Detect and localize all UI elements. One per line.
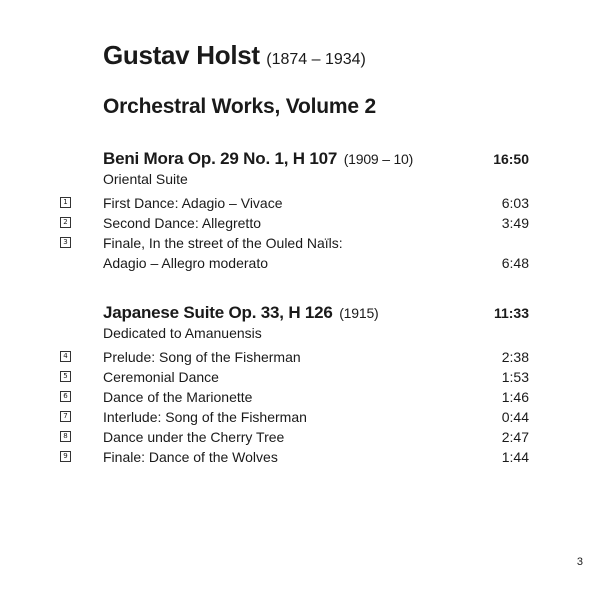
track-title: Ceremonial Dance: [103, 369, 219, 385]
composer-dates: (1874 – 1934): [266, 51, 366, 68]
track-title-continued: Adagio – Allegro moderato: [103, 255, 268, 271]
track-row: [0, 409, 600, 429]
track-number-box: 3: [60, 237, 71, 248]
track-row: [0, 235, 600, 275]
track-title: First Dance: Adagio – Vivace: [103, 195, 283, 211]
track-title: Finale: Dance of the Wolves: [103, 449, 278, 465]
track-number-box: 2: [60, 217, 71, 228]
page-number: 3: [576, 556, 583, 568]
work-duration: 11:33: [493, 305, 529, 321]
composer-name: Gustav Holst: [103, 40, 260, 70]
track-time: 0:44: [501, 409, 529, 425]
track-number-box: 7: [60, 411, 71, 422]
track-number-box: 5: [60, 371, 71, 382]
track-row: [0, 369, 600, 389]
track-row: [0, 429, 600, 449]
track-time: 1:44: [501, 449, 529, 465]
track-title: Dance of the Marionette: [103, 389, 253, 405]
track-number-box: 1: [60, 197, 71, 208]
track-time: 2:47: [501, 429, 529, 445]
track-row: [0, 349, 600, 369]
work-years: (1909 – 10): [343, 151, 414, 167]
track-row: [0, 449, 600, 469]
track-number-box: 6: [60, 391, 71, 402]
track-number-box: 9: [60, 451, 71, 462]
track-time: 3:49: [501, 215, 529, 231]
track-title: Interlude: Song of the Fisherman: [103, 409, 307, 425]
track-row: [0, 195, 600, 215]
album-title: Orchestral Works, Volume 2: [103, 95, 376, 118]
work-duration: 16:50: [493, 151, 529, 167]
work-title-text: Japanese Suite Op. 33, H 126: [103, 303, 333, 322]
track-time: 1:53: [501, 369, 529, 385]
track-title: Prelude: Song of the Fisherman: [103, 349, 301, 365]
track-row: [0, 389, 600, 409]
track-title: Finale, In the street of the Ouled Naïls:: [103, 235, 343, 251]
work-years: (1915): [339, 305, 379, 321]
track-time: 1:46: [501, 389, 529, 405]
work-title: [103, 303, 379, 323]
track-number-box: 8: [60, 431, 71, 442]
work-header: [103, 149, 529, 171]
track-title: Second Dance: Allegretto: [103, 215, 261, 231]
work-title: [103, 149, 413, 169]
track-time: 6:03: [501, 195, 529, 211]
work-header: [103, 303, 529, 325]
track-title: Dance under the Cherry Tree: [103, 429, 285, 445]
work-subtitle: Dedicated to Amanuensis: [103, 325, 262, 341]
track-row: [0, 215, 600, 235]
track-time: 2:38: [501, 349, 529, 365]
track-time: 6:48: [501, 255, 529, 271]
composer-heading: [103, 40, 366, 71]
work-subtitle: Oriental Suite: [103, 171, 188, 187]
track-number-box: 4: [60, 351, 71, 362]
work-title-text: Beni Mora Op. 29 No. 1, H 107: [103, 149, 338, 168]
